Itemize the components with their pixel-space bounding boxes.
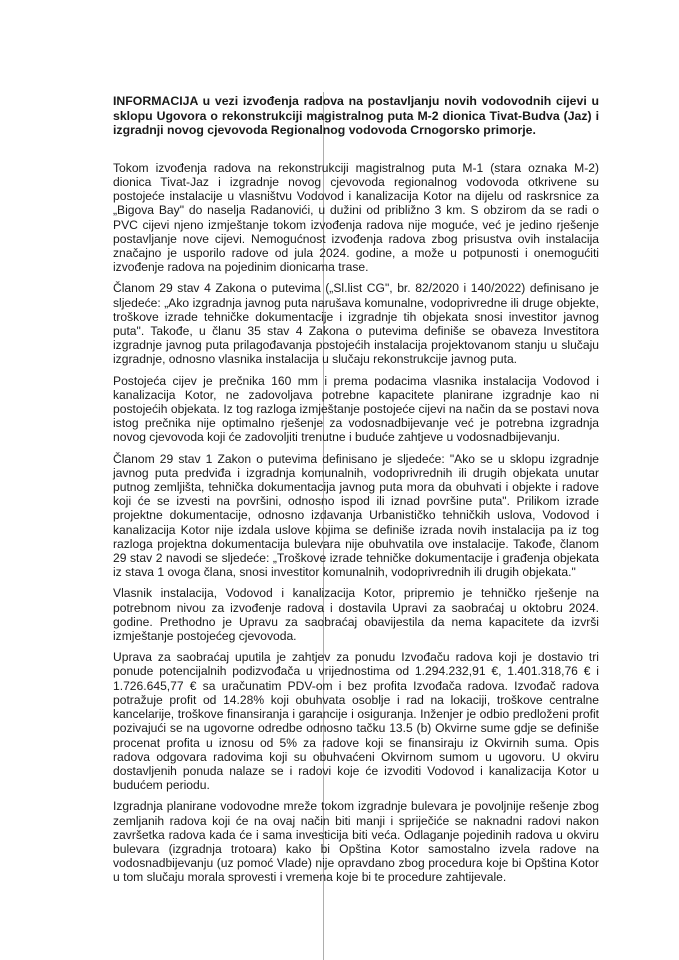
document-title: INFORMACIJA u vezi izvođenja radova na postavljanju novih vodovodnih cijevi u sklopu Ugovora o rekonstrukciji magistralnog puta M-2 dionica Tivat-Budva (Jaz) i izgradnji novog cjevovoda Regionalnog vodovoda Crnogorsko primorje. xyxy=(113,94,599,138)
paragraph-1: Tokom izvođenja radova na rekonstrukciji magistralnog puta M-1 (stara oznaka M-2) dionica Tivat-Jaz i izgradnje novog cjevovoda regionalnog vodovoda otkrivene su postojeće instalacije u vlasništvu Vodovod i kanalizacija Kotor na dijelu od raskrsnice za „Bigova Bay" do naselja Radanovići, u dužini od približno 3 km. S obzirom da se radi o PVC cijevi njeno izmještanje tokom izvođenja radova nije moguće, već je jedino rješenje postavljanje nove cijevi. Nemogućnost izvođenja radova zbog prisustva ovih instalacija značajno je usporilo radove od jula 2024. godine, a može u potpunosti i onemogućiti izvođenje radova na pojedinim dionicama trase. xyxy=(113,160,599,275)
paragraph-7: Izgradnja planirane vodovodne mreže tokom izgradnje bulevara je povoljnije rešenje zbog zemljanih radova koji će na ovaj način biti manji i spriječiće se naknadni radovi nakon završetka radova kada će i sama investicija biti veća. Odlaganje pojedinih radova u okviru bulevara (izgradnja trotoara) kako bi Opština Kotor samostalno izvela radove na vodosnadbijevanju (uz pomoć Vlade) nije opravdano zbog procedura koje bi Opština Kotor u tom slučaju morala sprovesti i vremena koje bi te procedure zahtijevale. xyxy=(113,799,599,885)
paragraph-5: Vlasnik instalacija, Vodovod i kanalizacija Kotor, pripremio je tehničko rješenje na potrebnom nivou za izvođenje radova i dostavila Upravi za saobraćaj u oktobru 2024. godine. Prethodno je Upravu za saobraćaj obavijestila da nema kapacitete da izvrši izmještanje postojećeg cjevovoda. xyxy=(113,586,599,644)
paragraph-2: Članom 29 stav 4 Zakona o putevima („Sl.list CG", br. 82/2020 i 140/2022) definisano je sljedeće: „Ako izgradnja javnog puta narušava komunalne, vodoprivredne ili druge objekte, troškove izrade tehničke dokumentacije i izgradnje tih objekata snosi investitor javnog puta". Takođe, u članu 35 stav 4 Zakona o putevima definiše se obaveza Investitora izgradnje javnog puta prilagođavanja postojećih instalacija projektovanom stanju u slučaju izgradnje, odnosno vlasnika instalacija u slučaju rekonstrukcije javnog puta. xyxy=(113,281,599,367)
paragraph-4: Članom 29 stav 1 Zakon o putevima definisano je sljedeće: "Ako se u sklopu izgradnje javnog puta predviđa i izgradnja komunalnih, vodoprivrednih ili drugih objekata unutar putnog zemljišta, tehnička dokumentacija javnog puta mora da obuhvati i objekte i radove koji će se izvesti na površini, odnosno ispod ili iznad površine puta". Prilikom izrade projektne dokumentacije, odnosno izdavanja Urbanističko tehničkih uslova, Vodovod i kanalizacija Kotor nije izdala uslove kojima se definiše izrada novih instalacija pa iz tog razloga projektna dokumentacija bulevara nije obuhvatila ove instalacije. Takođe, članom 29 stav 2 navodi se sljedeće: „Troškove izrade tehničke dokumentacije i građenja objekata iz stava 1 ovoga člana, snosi investitor komunalnih, vodoprivrednih ili drugih objekata." xyxy=(113,451,599,580)
paragraph-6: Uprava za saobraćaj uputila je zahtjev za ponudu Izvođaču radova koji je dostavio tri ponude potencijalnih podizvođača u vrijednostima od 1.294.232,91 €, 1.401.318,76 € i 1.726.645,77 € sa uračunatim PDV-om i bez profita Izvođača radova. Izvođač radova potražuje profit od 14.28% koji obuhvata osoblje i rad na lokaciji, troškove centralne kancelarije, troškove finansiranja i garancije i osiguranja. Inženjer je odbio predloženi profit pozivajući se na ugovorne odredbe odnosno tačku 13.5 (b) Okvirne sume gdje se definiše procenat profita u iznosu od 5% za radove koji se finansiraju iz Okvirnih suma. Opis radova odgovara radovima koji su obuhvaćeni Okvirnom sumom u ugovoru. U okviru dostavljenih ponuda nalaze se i radovi koje će izvoditi Vodovod i kanalizacija Kotor u budućem periodu. xyxy=(113,650,599,793)
paragraph-3: Postojeća cijev je prečnika 160 mm i prema podacima vlasnika instalacija Vodovod i kanalizacija Kotor, ne zadovoljava potrebne kapacitete planirane izgradnje kao ni postojećih objekata. Iz tog razloga izmještanje postojeće cijevi na način da se postavi nova istog prečnika nije optimalno rješenje za vodosnadbijevanje već je potrebna izgradnja novog cjevovoda koji će zadovoljiti trenutne i buduće zahtjeve u vodosnadbijevanju. xyxy=(113,373,599,445)
